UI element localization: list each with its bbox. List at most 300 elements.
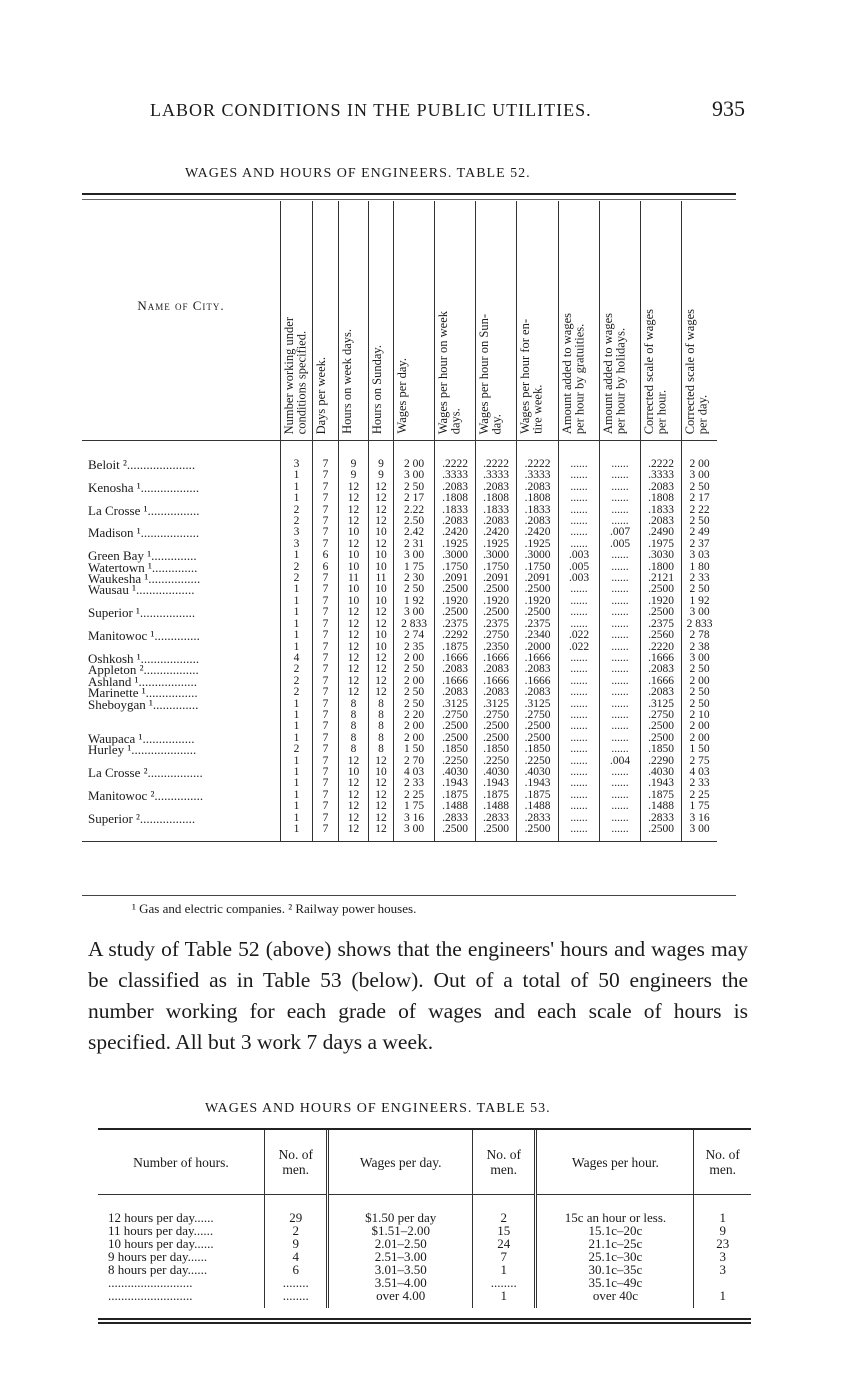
- table52-col-header: [339, 201, 369, 441]
- table52-cell: 8: [369, 733, 394, 744]
- table52-cell: .2250: [517, 756, 559, 767]
- table52-cell: 8: [339, 744, 369, 755]
- table52-cell: .1875: [435, 642, 476, 653]
- table53-cell: 24: [472, 1237, 536, 1250]
- table52-cell: .3000: [476, 550, 517, 561]
- table53-cell: 21.1c–25c: [536, 1237, 694, 1250]
- table52-cell: .2083: [517, 516, 559, 527]
- table52-cell: 12: [369, 790, 394, 801]
- table52-cell: 7: [313, 642, 339, 653]
- table52-cell: ......: [559, 813, 600, 824]
- table52-cell: 3: [281, 441, 313, 471]
- table52-col-header: [476, 201, 517, 441]
- table52-cell: ......: [600, 721, 641, 732]
- table52-cell: .2833: [517, 813, 559, 824]
- table52-cell: 7: [313, 687, 339, 698]
- table52-cell: .2350: [476, 642, 517, 653]
- table52-cell: .4030: [517, 767, 559, 778]
- table52-cell: 4 03: [682, 767, 718, 778]
- table52-cell: .1875: [641, 790, 682, 801]
- table52-cell: ......: [559, 824, 600, 842]
- table52-cell: 7: [313, 744, 339, 755]
- table52-cell: .2500: [517, 824, 559, 842]
- table52-cell: 1: [281, 630, 313, 641]
- table52-row: [82, 744, 717, 755]
- table52-cell: 7: [313, 790, 339, 801]
- table52-cell: .2500: [435, 607, 476, 618]
- table52-body: [82, 441, 717, 842]
- table52-cell: 12: [369, 778, 394, 789]
- table53: [98, 1130, 751, 1308]
- table52-cell: 7: [313, 801, 339, 812]
- table53-col-header: Number of hours.: [98, 1130, 264, 1195]
- table52-cell: 12: [339, 813, 369, 824]
- table52-cell: .2420: [435, 527, 476, 538]
- table52-cell: .3000: [517, 550, 559, 561]
- table52-cell: 10: [339, 584, 369, 595]
- table53-cell: over 4.00: [328, 1289, 472, 1308]
- table52-cell: 12: [369, 539, 394, 550]
- table52-cell: 10: [369, 596, 394, 607]
- table52-cell: ......: [559, 470, 600, 481]
- table52-cell: .005: [600, 539, 641, 550]
- table52-cell: ......: [600, 813, 641, 824]
- table52-cell: 12: [369, 756, 394, 767]
- table52-cell: 12: [339, 482, 369, 493]
- table52-name-header: Name of City.: [82, 201, 281, 441]
- table52-cell: 2 50: [394, 699, 435, 710]
- table52-cell: .1833: [517, 505, 559, 516]
- table52-cell: .2375: [476, 619, 517, 630]
- table52-cell: ......: [600, 619, 641, 630]
- table52-cell: 9: [339, 441, 369, 471]
- table52-cell: ......: [559, 493, 600, 504]
- table52-cell: .1833: [476, 505, 517, 516]
- city-name: Hurley ¹....................: [88, 742, 197, 758]
- table52-cell: .2375: [641, 619, 682, 630]
- table52-cell: .1943: [517, 778, 559, 789]
- table52-cell: 1: [281, 733, 313, 744]
- table52-cell: 10: [339, 767, 369, 778]
- table52-cell: 3: [281, 539, 313, 550]
- table52-cell: ......: [559, 699, 600, 710]
- table52-cell: .1750: [517, 562, 559, 573]
- table53-cell: 15.1c–20c: [536, 1224, 694, 1237]
- table53-col-header: No. of men.: [472, 1130, 536, 1195]
- table52-cell: 1: [281, 619, 313, 630]
- table52-cell: .2340: [517, 630, 559, 641]
- table53-cell: 30.1c–35c: [536, 1263, 694, 1276]
- table52-cell: 2: [281, 687, 313, 698]
- table52-cell: 9: [369, 470, 394, 481]
- table52-cell: .003: [559, 573, 600, 584]
- table52-col-header-label: Wages per hour for en- tire week.: [518, 319, 545, 434]
- table52-cell: 7: [313, 676, 339, 687]
- table53-cell: 1: [694, 1195, 751, 1225]
- table52-col-header-label: Hours on week days.: [340, 329, 354, 434]
- table53-cell: 1: [472, 1289, 536, 1308]
- table52-cell: 2 17: [394, 493, 435, 504]
- table52-cell: ......: [600, 550, 641, 561]
- table52-cell: 2.50: [394, 516, 435, 527]
- city-name: Ashland ¹..................: [88, 673, 197, 689]
- table52-cell: ......: [600, 790, 641, 801]
- table52-cell: .1808: [517, 493, 559, 504]
- table52-cell: ......: [600, 482, 641, 493]
- table52-cell: 2: [281, 676, 313, 687]
- table52-cell: 1: [281, 642, 313, 653]
- table52-cell: 7: [313, 733, 339, 744]
- table52-cell: 10: [339, 527, 369, 538]
- city-name: Madison ¹..................: [88, 525, 200, 541]
- table52-cell: ......: [600, 801, 641, 812]
- table52-col-header: [435, 201, 476, 441]
- table52-col-header: [313, 201, 339, 441]
- table52-cell: ......: [600, 664, 641, 675]
- table52-cell: 2 78: [682, 630, 718, 641]
- table52-cell: .3333: [435, 470, 476, 481]
- table52-cell: 1: [281, 596, 313, 607]
- table52-cell: .2500: [435, 584, 476, 595]
- table52-cell: .1850: [435, 744, 476, 755]
- table52-cell: .2750: [517, 710, 559, 721]
- table52-cell: 10: [369, 550, 394, 561]
- running-head-title: LABOR CONDITIONS IN THE PUBLIC UTILITIES.: [150, 100, 592, 120]
- table52-col-header-label: Wages per day.: [395, 358, 409, 434]
- table52-cell: 12: [339, 778, 369, 789]
- table52-cell: 7: [313, 470, 339, 481]
- table52-cell: .3030: [641, 550, 682, 561]
- table52-cell: ......: [559, 607, 600, 618]
- table53-cell: 11 hours per day......: [108, 1223, 214, 1238]
- table52-col-header-label: Number working under conditions specified.: [282, 316, 309, 434]
- table52-cell: 1 50: [682, 744, 718, 755]
- table52-cell: 2 00: [394, 676, 435, 687]
- table53-cell: 2.51–3.00: [328, 1250, 472, 1263]
- table53-cell: 15: [472, 1224, 536, 1237]
- city-name: Marinette ¹................: [88, 685, 198, 701]
- table52-cell: .2500: [435, 733, 476, 744]
- table52-cell: 8: [339, 699, 369, 710]
- table52-cell: 3 03: [682, 550, 718, 561]
- table52-cell: .2222: [641, 441, 682, 471]
- table52-col-header: [394, 201, 435, 441]
- table52-cell: 6: [313, 550, 339, 561]
- table52-cell: .2000: [517, 642, 559, 653]
- city-name: La Crosse ².................: [88, 764, 203, 780]
- table52-row: [82, 824, 717, 842]
- table52-cell: 2 25: [394, 790, 435, 801]
- table52-cell: 7: [313, 653, 339, 664]
- table52-cell: .2083: [476, 664, 517, 675]
- table52-caption: WAGES AND HOURS OF ENGINEERS. TABLE 52.: [185, 166, 531, 181]
- table53-cell: 35.1c–49c: [536, 1276, 694, 1289]
- table53-bottom-rule-2: [98, 1322, 751, 1324]
- table52-cell: 7: [313, 630, 339, 641]
- table52-cell: 2: [281, 516, 313, 527]
- table52-cell: 2: [281, 664, 313, 675]
- table52-cell: 3 00: [394, 550, 435, 561]
- table53-row: [98, 1195, 751, 1225]
- table52-cell: .2292: [435, 630, 476, 641]
- table52-cell: 12: [339, 653, 369, 664]
- table52-cell: 8: [369, 721, 394, 732]
- table52-col-header: [600, 201, 641, 441]
- table53-header-row: [98, 1130, 751, 1195]
- table52-cell: .2250: [476, 756, 517, 767]
- table52-cell: .2290: [641, 756, 682, 767]
- table53-cell: $1.50 per day: [328, 1195, 472, 1225]
- table52-cell: .2833: [641, 813, 682, 824]
- table52-cell: ......: [600, 505, 641, 516]
- table52-cell: 2 50: [682, 664, 718, 675]
- table53-cell: 6: [264, 1263, 328, 1276]
- table53-col-header: No. of men.: [694, 1130, 751, 1195]
- table52-cell: .2500: [476, 824, 517, 842]
- table52-cell: .2083: [641, 664, 682, 675]
- table52-cell: .2500: [476, 721, 517, 732]
- table52-cell: .1875: [476, 790, 517, 801]
- city-name: Appleton ².................: [88, 662, 199, 678]
- table52-col-header: [682, 201, 718, 441]
- table52-cell: .2500: [641, 721, 682, 732]
- table52-cell: 1: [281, 493, 313, 504]
- table53-cell: ........: [264, 1289, 328, 1308]
- table52-cell: ......: [559, 527, 600, 538]
- table52-cell: .2500: [641, 824, 682, 842]
- table52-cell: ......: [600, 493, 641, 504]
- table52-cell: .2222: [517, 441, 559, 471]
- table52-cell: ......: [600, 607, 641, 618]
- table52-cell: ......: [559, 733, 600, 744]
- table52-cell: 1: [281, 710, 313, 721]
- table52-cell: 3 16: [682, 813, 718, 824]
- city-name: Watertown ¹..............: [88, 559, 198, 575]
- table52-cell: .3333: [476, 470, 517, 481]
- table52-cell: .2500: [476, 607, 517, 618]
- table52-cell: .2750: [641, 710, 682, 721]
- table52-cell: 2 33: [682, 778, 718, 789]
- table53-col-header: Wages per day.: [328, 1130, 472, 1195]
- table52-col-header: [517, 201, 559, 441]
- table52-cell: 12: [369, 813, 394, 824]
- table52-cell: .2220: [641, 642, 682, 653]
- city-name: Superior ².................: [88, 810, 196, 826]
- table52-cell: 7: [313, 516, 339, 527]
- table52-cell: 2 50: [394, 664, 435, 675]
- table52-cell: ......: [559, 710, 600, 721]
- table52-cell: .2420: [476, 527, 517, 538]
- table52-cell: ......: [559, 482, 600, 493]
- table52-cell: .1943: [476, 778, 517, 789]
- table52-cell: 2 38: [682, 642, 718, 653]
- table52-cell: 1: [281, 801, 313, 812]
- table52-cell: .1666: [476, 676, 517, 687]
- table52-cell: ......: [600, 584, 641, 595]
- table52-cell: .4030: [435, 767, 476, 778]
- table52-cell: 7: [313, 584, 339, 595]
- table52-cell: .1850: [476, 744, 517, 755]
- table52-cell: .3125: [517, 699, 559, 710]
- table53-cell: 2.01–2.50: [328, 1237, 472, 1250]
- table52-cell: .2222: [476, 441, 517, 471]
- table53-cell: 2: [264, 1224, 328, 1237]
- table52-cell: .1920: [517, 596, 559, 607]
- table52-cell: 12: [339, 790, 369, 801]
- table52-cell: 3 00: [682, 653, 718, 664]
- table52-cell: .1833: [435, 505, 476, 516]
- table52-cell: .2083: [476, 516, 517, 527]
- table52-cell: .1875: [517, 790, 559, 801]
- table52-cell: 2 50: [682, 482, 718, 493]
- table52-cell: 4 03: [394, 767, 435, 778]
- table52-cell: 2 00: [682, 721, 718, 732]
- table52-cell: 1: [281, 813, 313, 824]
- table53-cell: 15c an hour or less.: [536, 1195, 694, 1225]
- page-number: 935: [712, 96, 745, 121]
- table52-cell: 7: [313, 824, 339, 842]
- table52-cell: 1: [281, 790, 313, 801]
- table52-row: [82, 630, 717, 641]
- table52-cell: 10: [369, 642, 394, 653]
- table53-cell: 3: [694, 1250, 751, 1263]
- table52-cell: 12: [339, 824, 369, 842]
- table52-cell: .2500: [517, 607, 559, 618]
- table53-cell: 12 hours per day......: [108, 1210, 214, 1225]
- table52-cell: 12: [339, 676, 369, 687]
- table52-cell: .2500: [641, 733, 682, 744]
- table52-cell: 8: [369, 710, 394, 721]
- table52-cell: 2: [281, 744, 313, 755]
- table53-cell: $1.51–2.00: [328, 1224, 472, 1237]
- table52-cell: 12: [369, 824, 394, 842]
- table52-cell: .007: [600, 527, 641, 538]
- table52-cell: 2 50: [682, 699, 718, 710]
- table52-cell: 8: [369, 699, 394, 710]
- table52-cell: ......: [559, 441, 600, 471]
- table52-cell: ......: [600, 767, 641, 778]
- table52-cell: ......: [559, 676, 600, 687]
- table52-cell: .1850: [517, 744, 559, 755]
- table52-cell: ......: [600, 642, 641, 653]
- table52-cell: 12: [369, 664, 394, 675]
- table53-col-header: Wages per hour.: [536, 1130, 694, 1195]
- footnote-rule: [82, 895, 736, 896]
- table53-cell: 7: [472, 1250, 536, 1263]
- table52-cell: .2500: [517, 733, 559, 744]
- table52-cell: .1666: [435, 676, 476, 687]
- table53-cell: 9 hours per day......: [108, 1249, 208, 1264]
- table52-cell: .2222: [435, 441, 476, 471]
- table53-cell: 1: [694, 1289, 751, 1308]
- city-name: Waukesha ¹................: [88, 571, 201, 587]
- table52-cell: 10: [369, 527, 394, 538]
- table52-cell: 2 35: [394, 642, 435, 653]
- table52-cell: .2833: [476, 813, 517, 824]
- table52-cell: 7: [313, 721, 339, 732]
- table52-cell: 7: [313, 482, 339, 493]
- table52-cell: .1833: [641, 505, 682, 516]
- footnote: ¹ Gas and electric companies. ² Railway power houses.: [132, 901, 417, 916]
- table52-cell: .2083: [641, 482, 682, 493]
- table52-cell: 12: [369, 482, 394, 493]
- table52-cell: 12: [369, 493, 394, 504]
- table52-cell: .2500: [435, 721, 476, 732]
- table52-cell: 2 20: [394, 710, 435, 721]
- table52-cell: 3 00: [394, 470, 435, 481]
- table52-cell: 1 50: [394, 744, 435, 755]
- table52-cell: ......: [559, 687, 600, 698]
- table52-cell: ......: [600, 516, 641, 527]
- table52-cell: ......: [559, 721, 600, 732]
- table52-col-header-label: Amount added to wages per hour by holidays.: [601, 312, 628, 434]
- table52-cell: 10: [369, 630, 394, 641]
- table52-cell: 2 00: [394, 721, 435, 732]
- table52-cell: 1: [281, 470, 313, 481]
- table52-cell: ......: [559, 619, 600, 630]
- table52-cell: .2750: [476, 630, 517, 641]
- table52-cell: .1666: [517, 676, 559, 687]
- table52-cell: 3 00: [394, 824, 435, 842]
- table52-cell: 12: [369, 505, 394, 516]
- table52-cell: .3125: [476, 699, 517, 710]
- table52-cell: 12: [339, 756, 369, 767]
- table52-cell: 1 75: [682, 801, 718, 812]
- table52-cell: .1808: [476, 493, 517, 504]
- table52-cell: .2083: [517, 664, 559, 675]
- table52-cell: 12: [369, 607, 394, 618]
- table53-cell: ........: [264, 1276, 328, 1289]
- table52-cell: 2 49: [682, 527, 718, 538]
- table52-cell: ......: [600, 676, 641, 687]
- table52-col-header-label: Amount added to wages per hour by gratuities.: [560, 312, 587, 434]
- table52-cell: ......: [559, 664, 600, 675]
- table53-cell: 23: [694, 1237, 751, 1250]
- table52-cell: 10: [369, 767, 394, 778]
- table52-cell: 8: [339, 733, 369, 744]
- table52-cell: .2083: [517, 687, 559, 698]
- table52-cell: 7: [313, 619, 339, 630]
- table53-cell: 2: [472, 1195, 536, 1225]
- table52-cell: .1800: [641, 562, 682, 573]
- table52-cell: 2 31: [394, 539, 435, 550]
- table52-cell: ......: [559, 584, 600, 595]
- table52-cell: 12: [369, 619, 394, 630]
- city-name: Wausau ¹..................: [88, 582, 195, 598]
- table52-cell: ......: [559, 653, 600, 664]
- table52-cell: .1850: [641, 744, 682, 755]
- table52-cell: 12: [339, 687, 369, 698]
- table53-cell: 8 hours per day......: [108, 1262, 208, 1277]
- table52-cell: .1666: [641, 653, 682, 664]
- table52-header-row: [82, 201, 717, 441]
- table52-cell: .2420: [517, 527, 559, 538]
- table52-cell: 12: [339, 505, 369, 516]
- table52-cell: 3 00: [682, 470, 718, 481]
- table52-cell: 2.42: [394, 527, 435, 538]
- city-name: Superior ¹.................: [88, 605, 196, 621]
- table52-cell: ......: [600, 744, 641, 755]
- table52-col-header-label: Wages per hour on week days.: [436, 310, 463, 434]
- table52-cell: .022: [559, 642, 600, 653]
- table52-cell: 2 00: [682, 676, 718, 687]
- table53-cell: 3: [694, 1263, 751, 1276]
- running-header: [150, 96, 745, 121]
- table52-row: [82, 441, 717, 471]
- table52-cell: 2 00: [682, 733, 718, 744]
- table53-row: [98, 1289, 751, 1308]
- table52-col-header-label: Corrected scale of wages per hour.: [642, 308, 669, 434]
